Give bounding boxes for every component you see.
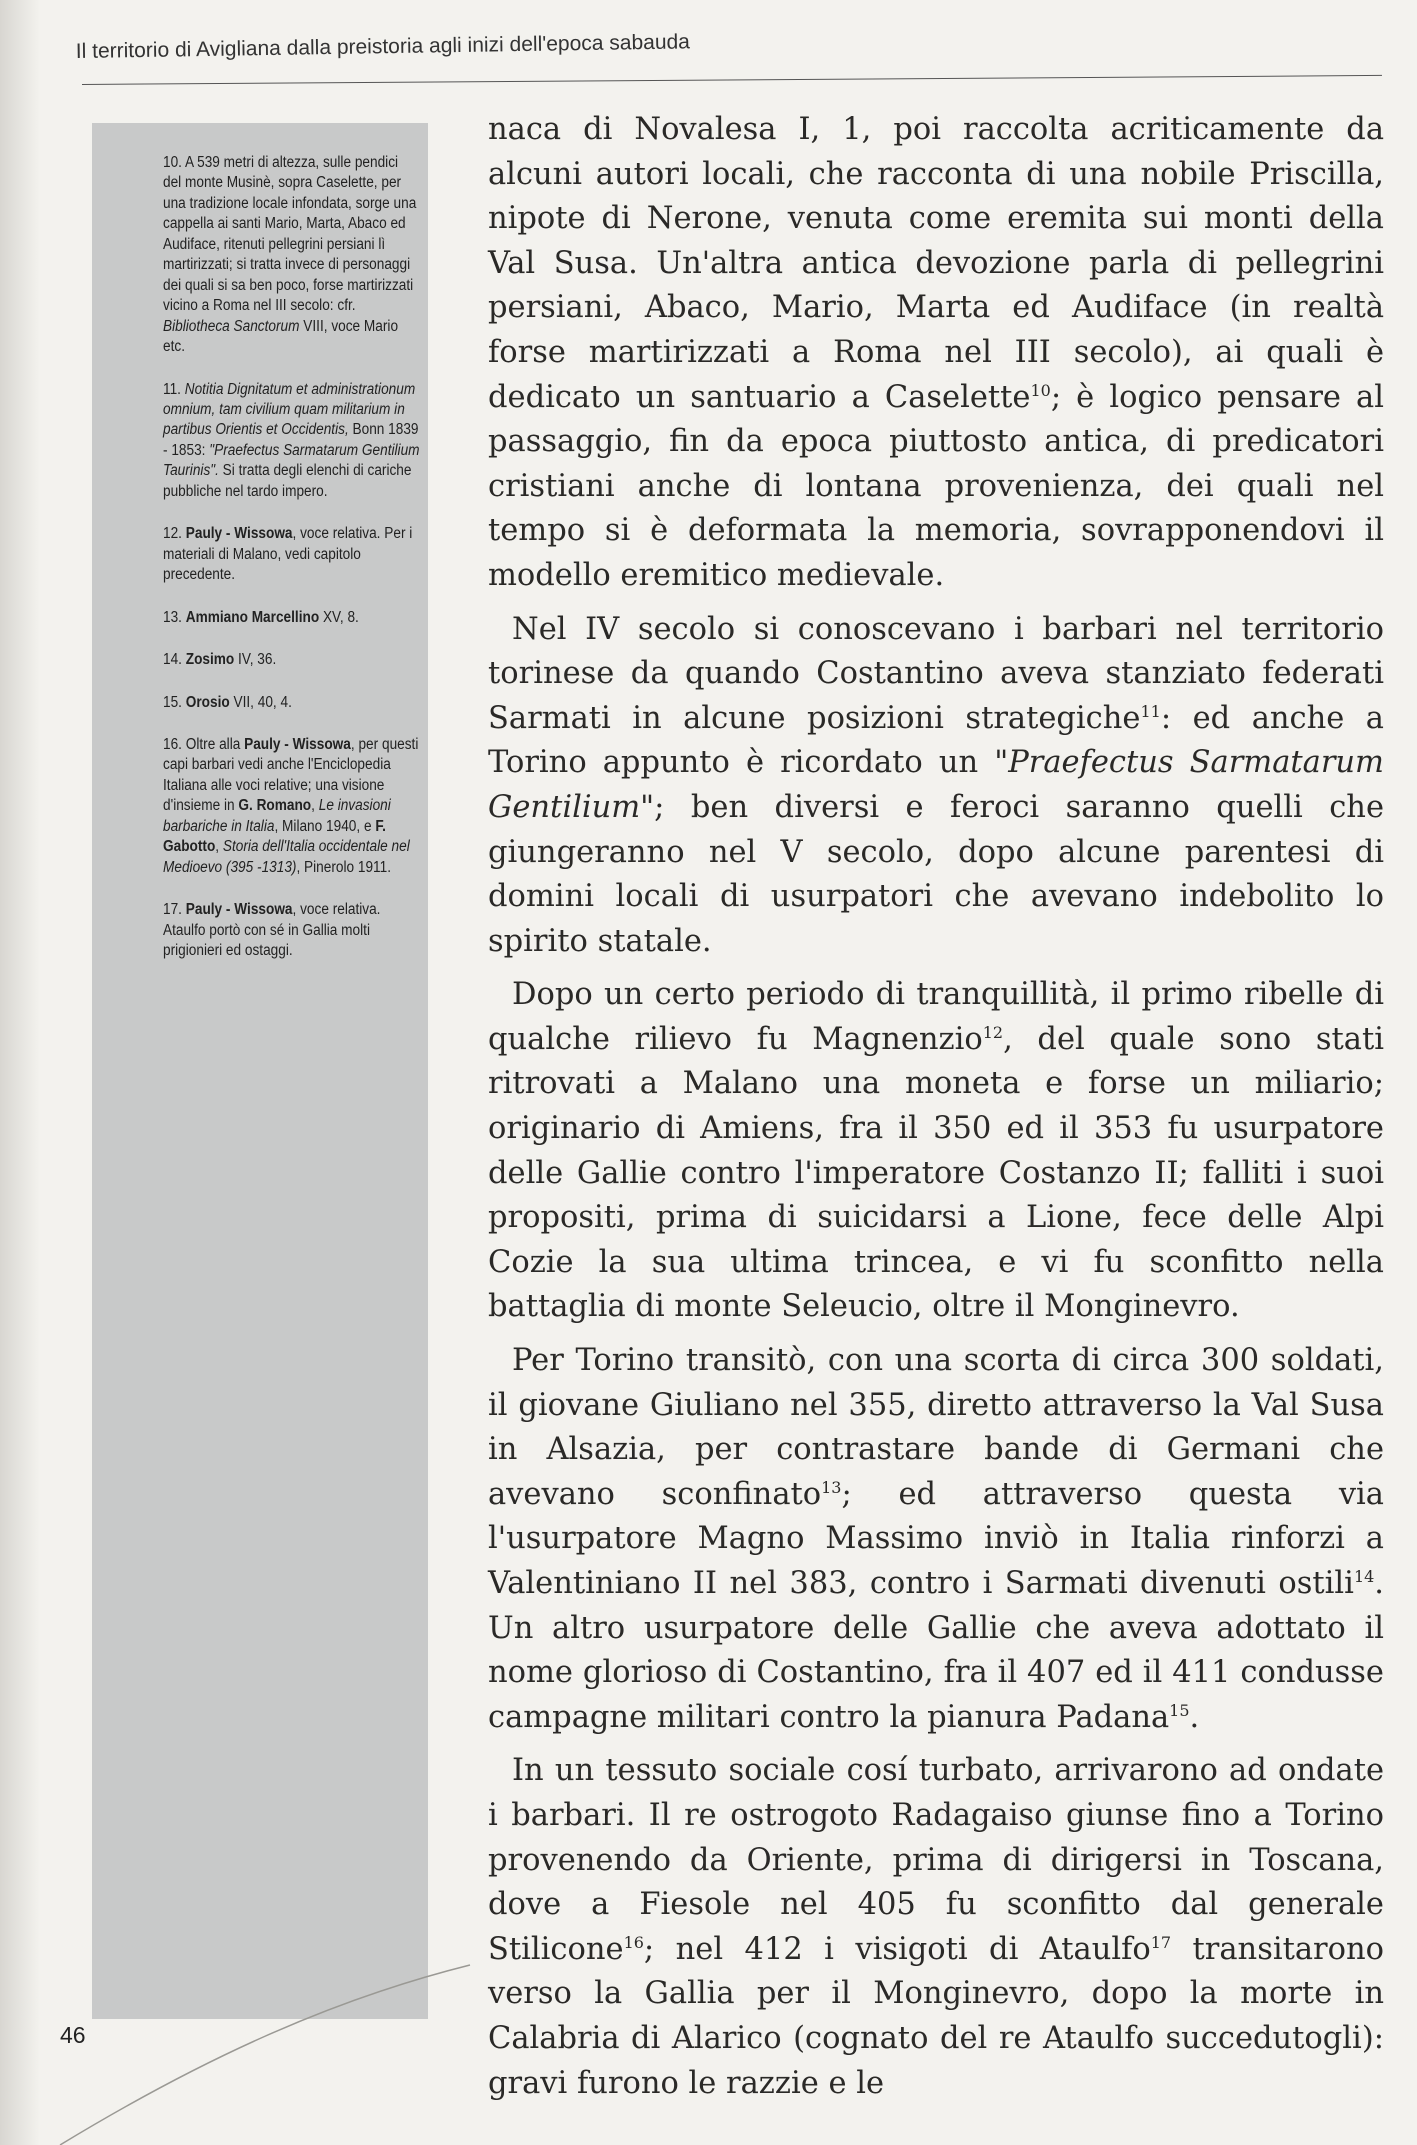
note-number: 12. xyxy=(163,525,186,543)
text-run: naca di Novalesa I, 1, poi raccolta acriticamente da alcuni autori locali, che racconta di una nobile Priscilla, nipote di Nerone, venuta come eremita sui monti della Val Susa. Un'altra antica devozione parla di pellegrini persiani, Abaco, Mario, Marta ed Audiface (in realtà forse martirizzati a Roma nel III secolo), ai quali è dedicato un santuario a Caselette xyxy=(488,112,1384,415)
note-author: Ammiano Marcellino xyxy=(185,608,320,626)
text-run: : ed anche a Torino appunto è ricordato un xyxy=(488,700,1384,781)
note-italic: "Praefectus Sarmatarum Gentilium Taurinis". xyxy=(163,441,420,480)
page-number: 46 xyxy=(60,2022,86,2048)
text-run: . Un altro usurpatore delle Gallie che aveva adottato il nome glorioso di Costantino, fra il 407 ed il 411 condusse campagne militari contro la pianura Padana xyxy=(488,1566,1384,1735)
note-text: , voce relativa. Per i materiali di Malano, vedi capitolo precedente. xyxy=(163,525,413,584)
note-author: Zosimo xyxy=(185,651,235,669)
note-text: Si tratta degli elenchi di cariche pubbliche nel tardo impero. xyxy=(163,462,412,500)
note-text: VIII, voce Mario etc. xyxy=(163,317,399,356)
note-italic: Storia dell'Italia occidentale nel Medioevo (395 -1313) xyxy=(163,838,410,876)
text-run: ; ed attraverso questa via l'usurpatore Magno Massimo inviò in Italia rinforzi a Valentiniano II nel 383, contro i Sarmati divenuti ostili xyxy=(488,1476,1384,1601)
footnote-ref: 11 xyxy=(1140,701,1161,721)
note-text: VII, 40, 4. xyxy=(229,693,292,711)
curve-line xyxy=(60,1965,470,2145)
note-author: F. Gabotto xyxy=(163,817,386,856)
note-text: , Milano 1940, e xyxy=(274,817,376,835)
note-text: , voce relativa. Ataulfo portò con sé in Gallia molti prigionieri ed ostaggi. xyxy=(163,901,381,960)
note-author: Pauly - Wissowa xyxy=(185,525,293,543)
note-text: , per questi capi barbari vedi anche l'Enciclopedia Italiana alle voci relative; una visione d'insieme in xyxy=(163,735,419,815)
text-run: Nel IV secolo si conoscevano i barbari nel territorio torinese da quando Costantino aveva stanziato federati Sarmati in alcune posizioni strategiche xyxy=(488,611,1384,736)
note-text: XV, 8. xyxy=(319,608,359,626)
text-run: , del quale sono stati ritrovati a Malano una moneta e forse un miliario; originario di Amiens, fra il 350 ed il 353 fu usurpatore delle Gallie contro l'imperatore Costanzo II; falliti i suoi propositi, prima di suicidarsi a Lione, fece delle Alpi Cozie la sua ultima trincea, e vi fu sconfitto nella battaglia di monte Seleucio, oltre il Monginevro. xyxy=(488,1021,1384,1325)
note-text: Bonn 1839 - 1853: xyxy=(163,421,419,459)
note-author: Orosio xyxy=(185,693,230,711)
note-text: , xyxy=(311,797,319,815)
text-run: Dopo un certo periodo di tranquillità, il primo ribelle di qualche rilievo fu Magnenzio xyxy=(488,977,1384,1057)
note-number: 16. Oltre alla xyxy=(163,735,245,753)
note-author: Pauly - Wissowa xyxy=(244,735,351,753)
footnote-ref: 15 xyxy=(1169,1700,1190,1720)
note-text: 10. A 539 metri di altezza, sulle pendici del monte Musinè, sopra Caselette, per una tradizione locale infondata, sorge una cappella ai santi Mario, Marta, Abaco ed Audiface, ritenuti pellegrini persiani lì martirizzati; si tratta invece di personaggi dei quali si sa ben poco, forse martirizzati vicino a Roma nel III secolo: cfr. xyxy=(163,154,417,315)
footnote-ref: 17 xyxy=(1150,1932,1172,1952)
text-run: transitarono verso la Gallia per il Monginevro, dopo la morte in Calabria di Alarico (cognato del re Ataulfo succedutogli): gravi furono le razzie e le xyxy=(488,1931,1384,2101)
note-italic: Le invasioni barbariche in Italia xyxy=(163,797,391,835)
text-run: In un tessuto sociale cosí turbato, arrivarono ad ondate i barbari. Il re ostrogoto Radagaiso giunse fino a Torino provenendo da Oriente, prima di dirigersi in Toscana, dove a Fiesole nel 405 fu sconfitto dal generale Stilicone xyxy=(488,1753,1384,1967)
text-run: ; è logico pensare al passaggio, fin da epoca piuttosto antica, di predicatori cristiani anche di lontana provenienza, dei quali nel tempo si è deformata la memoria, sovrapponendovi il modello eremitico medievale. xyxy=(488,379,1384,593)
footnote-ref: 12 xyxy=(982,1022,1004,1042)
note-number: 14. xyxy=(163,651,186,669)
note-number: 15. xyxy=(163,693,186,711)
note-italic: Notitia Dignitatum et administrationum omnium, tam civilium quam militarium in partibus Orientis et Occidentis, xyxy=(163,380,416,439)
note-number: 13. xyxy=(163,608,186,626)
footnote-ref: 13 xyxy=(821,1477,842,1497)
note-number: 17. xyxy=(163,901,186,919)
note-text: , Pinerolo 1911. xyxy=(296,858,392,876)
text-run: Per Torino transitò, con una scorta di circa 300 soldati, il giovane Giuliano nel 355, diretto attraverso la Val Susa in Alsazia, per contrastare bande di Germani che avevano sconfinato xyxy=(488,1343,1384,1512)
note-text: , xyxy=(215,838,223,856)
text-run: . xyxy=(1189,1699,1200,1735)
footnote-ref: 14 xyxy=(1353,1566,1375,1586)
note-italic: Bibliotheca Sanctorum xyxy=(163,317,300,335)
footnote-ref: 10 xyxy=(1030,380,1051,400)
note-number: 11. xyxy=(163,380,185,398)
italic-quote: "Praefectus Sarmatarum Gentilium" xyxy=(488,745,1384,825)
note-author: G. Romano xyxy=(238,797,312,815)
footnote-ref: 16 xyxy=(623,1932,644,1952)
note-text: IV, 36. xyxy=(234,651,277,669)
running-header: Il territorio di Avigliana dalla preistoria agli inizi dell'epoca sabauda xyxy=(75,30,691,64)
note-author: Pauly - Wissowa xyxy=(185,901,293,919)
text-run: ; ben diversi e feroci saranno quelli che giungeranno nel V secolo, dopo alcune parentesi di domini locali di usurpatori che avevano indebolito lo spirito statale. xyxy=(488,789,1384,959)
text-run: ; nel 412 i visigoti di Ataulfo xyxy=(643,1931,1151,1967)
